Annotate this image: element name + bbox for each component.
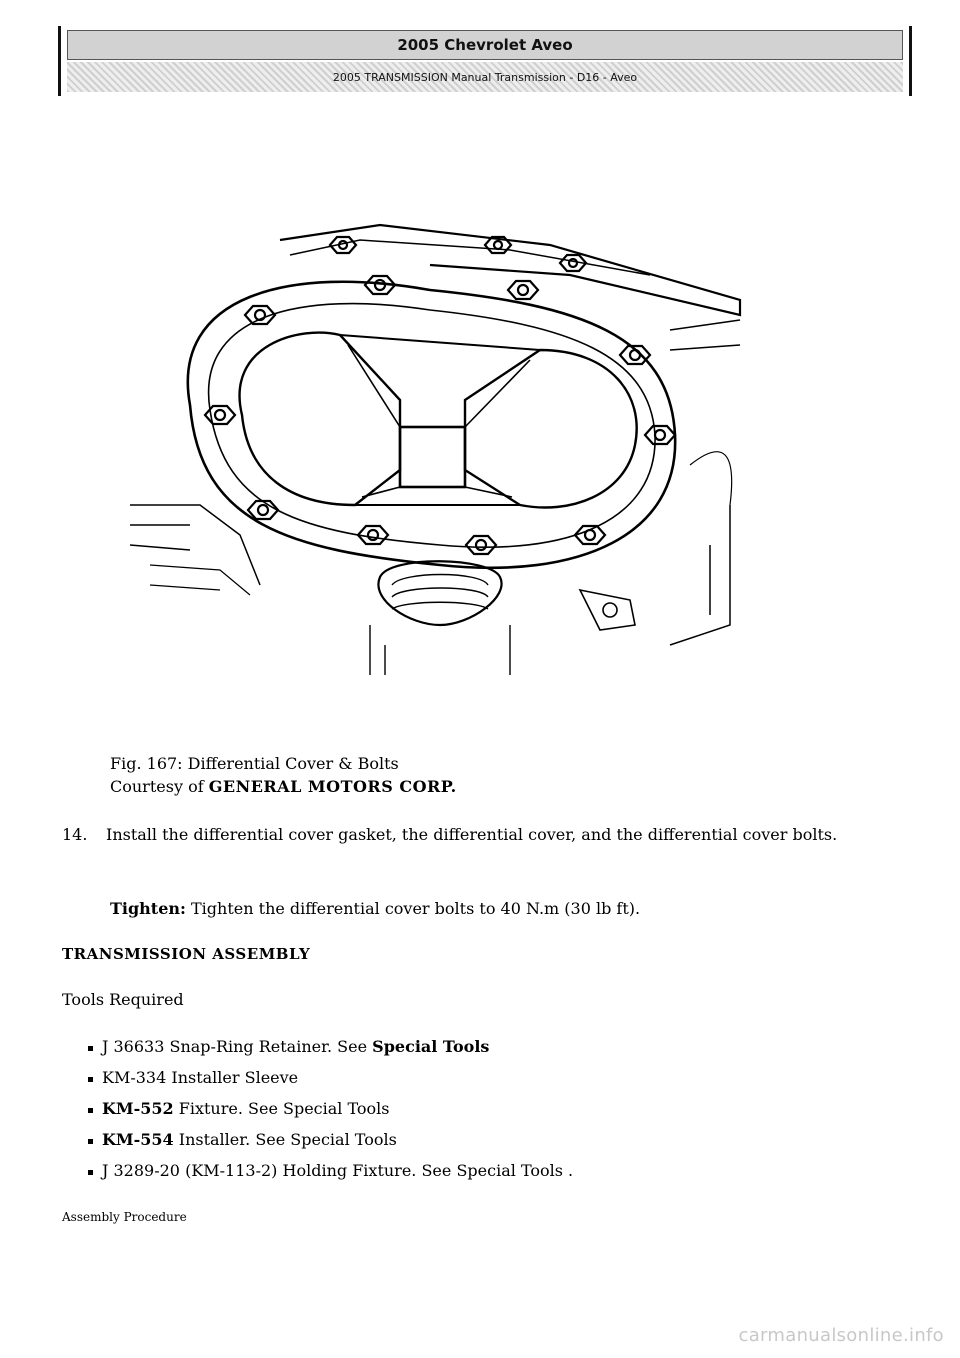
tool-text: J 36633 Snap-Ring Retainer. See <box>102 1037 373 1056</box>
figure-caption <box>110 752 457 798</box>
differential-cover-illustration <box>130 205 750 675</box>
tighten-text: Tighten the differential cover bolts to 40 N.m (30 lb ft). <box>185 899 641 918</box>
caption-prefix: Courtesy of <box>110 777 209 796</box>
watermark: carmanualsonline.info <box>738 1325 944 1346</box>
tool-text: Installer. See Special Tools <box>173 1130 397 1149</box>
list-item <box>62 1065 573 1096</box>
step-text: Install the differential cover gasket, the differential cover, and the differential cover bolts. <box>106 825 838 844</box>
page-header <box>58 26 912 96</box>
tools-list <box>62 1034 573 1189</box>
section-title: TRANSMISSION ASSEMBLY <box>62 945 311 963</box>
list-item <box>62 1127 573 1158</box>
tools-required-heading: Tools Required <box>62 990 184 1009</box>
assembly-procedure-heading: Assembly Procedure <box>62 1210 187 1224</box>
step-number: 14. <box>62 825 88 844</box>
tool-text: J 3289-20 (KM-113-2) Holding Fixture. See Special Tools . <box>102 1161 574 1180</box>
special-tools-link[interactable]: Special Tools <box>372 1037 490 1056</box>
header-title: 2005 Chevrolet Aveo <box>67 30 903 60</box>
caption-credit <box>110 775 457 798</box>
tool-text: KM-334 Installer Sleeve <box>102 1068 299 1087</box>
list-item <box>62 1158 573 1189</box>
header-subtitle: 2005 TRANSMISSION Manual Transmission - D16 - Aveo <box>67 62 903 92</box>
caption-title: Fig. 167: Differential Cover & Bolts <box>110 754 399 773</box>
caption-company: GENERAL MOTORS CORP. <box>208 777 457 796</box>
tool-code: KM-554 <box>102 1130 174 1149</box>
tool-code: KM-552 <box>102 1099 174 1118</box>
tighten-label: Tighten: <box>110 899 186 918</box>
tighten-spec <box>110 899 640 918</box>
tool-text: Fixture. See Special Tools <box>173 1099 390 1118</box>
list-item <box>62 1096 573 1127</box>
list-item <box>62 1034 573 1065</box>
